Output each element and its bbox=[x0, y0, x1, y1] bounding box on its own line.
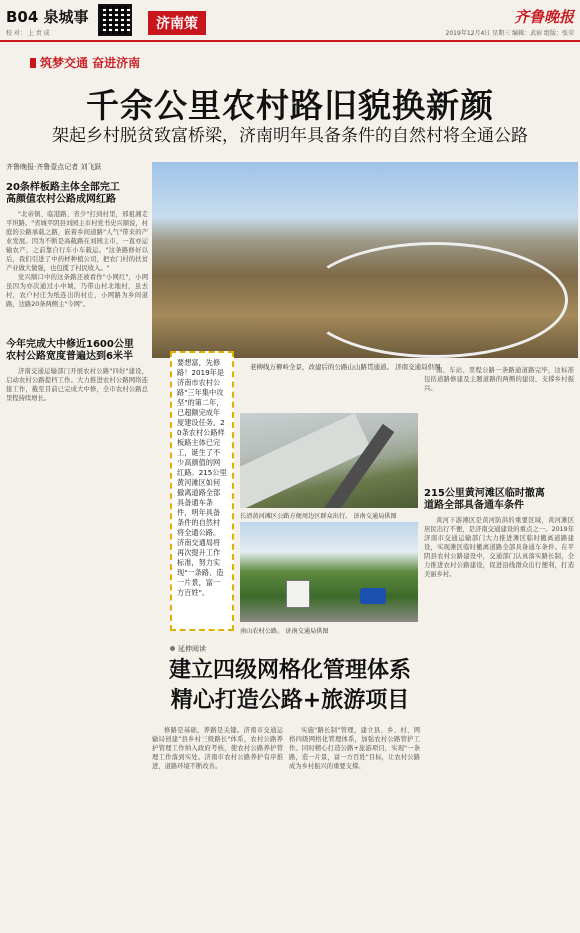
photo3-caption: 南山农村公路。 济南交通局供图 bbox=[240, 628, 329, 635]
bottom-paragraph-2: 实施"路长制"管理，建立县、乡、村、网格四级网格化管理体系，加强农村公路管护工作。同时精心打造公路+旅游项目，实现"一条路，造一片景，富一方百姓"目标，让农村公路成为乡村振兴的重要支撑。 bbox=[289, 727, 420, 770]
bottom-column-1 bbox=[152, 726, 283, 926]
photo-mountain-road bbox=[152, 162, 578, 358]
left-paragraph-3: 济南交通运输部门开展农村公路"四好"建设，启动农村公路提档工作。大力推进农村公路网络连接工作，截至目前已完成大中修，全市农村公路总里程持续增长。 bbox=[6, 368, 148, 402]
left-paragraph-1: "北帝镇、临港路、省少"打到村里，邢祖湘走平坦路。"省城平阴县刘园主市村党书史兴顺说，村庭的公路承载之路，嵌着乡间道路"人气"带来的产业发展。因为不断是高截路在刘园主市，一直亦运输农产，之前靠自行车小车载运。"这条路修好以后，我们引进了中药材种植公司，把农门村的扶贫产业做大做强，也包揽了村民收入。" bbox=[6, 211, 148, 272]
right-paragraph-1: 南、车站、里程公路一条路通道路完毕，这标准包括道路修建及主题道路的两侧的建设，支撑乡村振兴。 bbox=[424, 367, 574, 392]
extended-reading-label bbox=[170, 644, 206, 654]
bottom-body bbox=[152, 726, 420, 926]
car-shape bbox=[360, 588, 386, 604]
bullet-icon bbox=[170, 646, 175, 651]
right-column-body bbox=[424, 516, 574, 926]
brand-logo: 齐鲁晚报 bbox=[513, 8, 574, 26]
right-subhead: 215公里黄河滩区临时撤离 道路全部具备通车条件 bbox=[424, 488, 545, 511]
bus-shape bbox=[286, 580, 310, 608]
photo2-caption: 长清黄河滩区公路方便周边区群众出行。 济南交通局供图 bbox=[240, 513, 397, 520]
editor-meta: 校 对： 上 责 成 bbox=[6, 30, 50, 37]
photo-village-road bbox=[240, 522, 418, 622]
left-column bbox=[6, 178, 148, 923]
left-paragraph-2: 党兴顺口中的这条路还被看作"小网红"，小网虽因为亦次通过小中城，乃带山村北地村，虽去村，农户村庄为纸连出的村庄，小网路为乡间道路，边路20条两侧主"今网"。 bbox=[6, 274, 148, 308]
editor-note-text: 要想富，先修路！2019年是济南市农村公路"三年集中攻坚"的第二年，已超额完成年度建设任务，20条农村公路样板路主体已完工，诞生了不少高颜值的网红路。215公里黄河滩区如何撤离道路全部具备通车条件，明年具备条件的自然村将全通公路。济南交通局将再次提升工作标准，努力实现"一条路、造一片景，富一方百姓"。 bbox=[177, 358, 227, 597]
kicker bbox=[30, 54, 140, 71]
section-label: 济南策 bbox=[148, 11, 206, 35]
left-subhead-1: 20条样板路主体全部完工 高颜值农村公路成网红路 bbox=[6, 182, 120, 205]
page-number: B04 泉城事 bbox=[6, 8, 89, 26]
winding-road-shape bbox=[302, 242, 568, 358]
qr-code-icon bbox=[98, 4, 132, 36]
page-header bbox=[0, 0, 580, 42]
second-headline: 建立四级网格化管理体系 精心打造公路+旅游项目 bbox=[168, 658, 411, 713]
bottom-column-2 bbox=[289, 726, 420, 926]
kicker-text: 筑梦交通 奋进济南 bbox=[40, 56, 141, 70]
right-column-top bbox=[424, 366, 574, 484]
bottom-paragraph-1: 修路是基础，养路是关键。济南市交通运输局创建"县乡村三级路长"体系，农村公路养护管理工作纳入政府考核，使农村公路养护管理工作落到实处。济南市农村公路养护有序推进，道路环境不断改善。 bbox=[152, 727, 283, 770]
right-paragraph-2: 黄河下游滩区是黄河防洪的重要区域，黄河滩区居民出行不便，是济南交通建设的重点之一。2019年济南市交通运输部门大力推进滩区临时撤离道路建设，实现滩区临时撤离道路全部具备通车条件。在平阴县农村公路建设中，交通部门认真落实路长制，全力推进农村公路建设，促进沿线群众出行便利，打造美丽乡村。 bbox=[424, 517, 574, 578]
headline: 千余公里农村路旧貌换新颜 bbox=[86, 86, 494, 125]
issue-date: 2019年12月4日 星期三 编辑：武宿 组版：张荣 bbox=[445, 30, 574, 37]
byline: 齐鲁晚报·齐鲁壹点记者 刘飞跃 bbox=[6, 163, 102, 171]
photo-river-road bbox=[240, 413, 418, 508]
left-subhead-2: 今年完成大中修近1600公里 农村公路宽度普遍达到6米半 bbox=[6, 339, 134, 362]
photo1-caption: 老柳线万柳岭全景，改建后的公路山山路贯通道。 济南交通局供图 bbox=[250, 363, 441, 371]
river-shape bbox=[240, 413, 371, 508]
editor-note-box bbox=[170, 351, 234, 631]
subheadline: 架起乡村脱贫致富桥梁，济南明年具备条件的自然村将全通公路 bbox=[52, 126, 528, 146]
kicker-bar-icon bbox=[30, 58, 36, 68]
extended-reading-text: 延伸阅读 bbox=[178, 645, 206, 653]
